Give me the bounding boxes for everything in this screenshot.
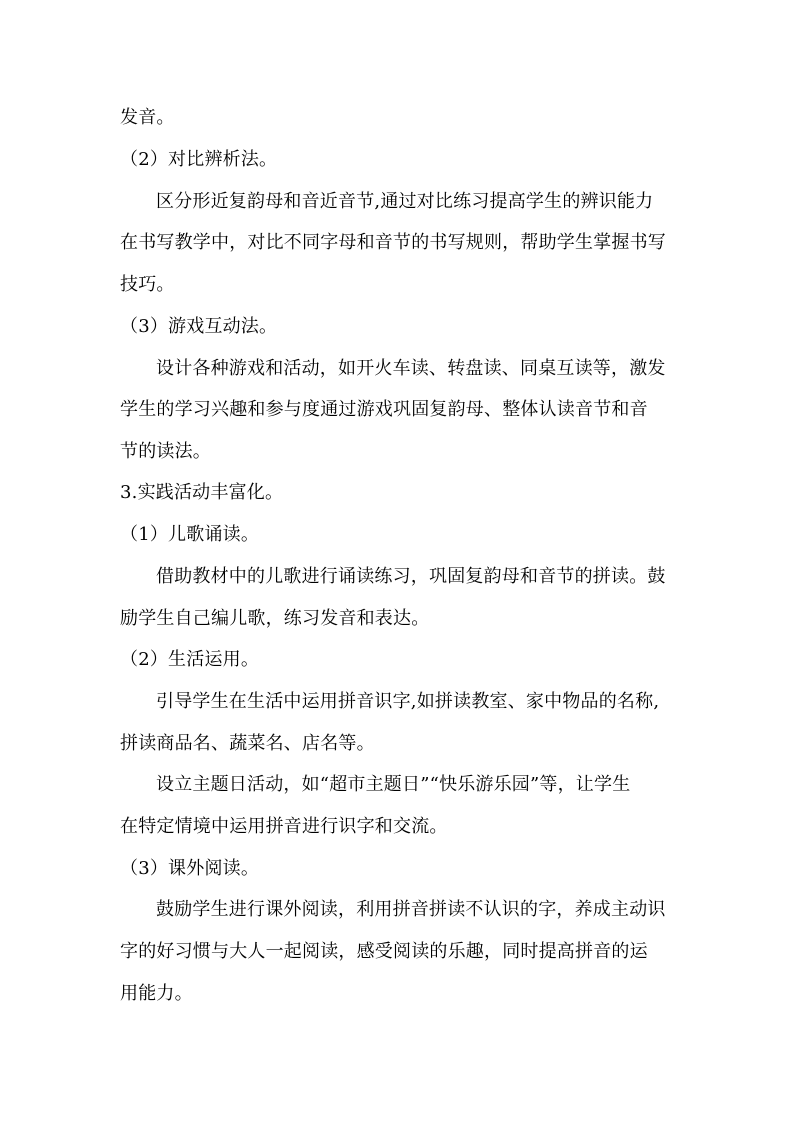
paragraph-line: 技巧。 <box>120 274 175 295</box>
paragraph-line: 在书写教学中，对比不同字母和音节的书写规则，帮助学生掌握书写 <box>120 232 666 253</box>
section-heading: （2）对比辨析法。 <box>120 149 278 170</box>
paragraph-line: 发音。 <box>120 107 175 128</box>
paragraph-line: 设立主题日活动，如“超市主题日”“快乐游乐园”等，让学生 <box>156 774 631 795</box>
section-heading: （3）游戏互动法。 <box>120 316 278 337</box>
paragraph-line: 设计各种游戏和活动，如开火车读、转盘读、同桌互读等，激发 <box>156 358 666 379</box>
paragraph-line: 节的读法。 <box>120 441 211 462</box>
paragraph-line: 引导学生在生活中运用拼音识字,如拼读教室、家中物品的名称, <box>156 691 660 712</box>
section-heading: （3）课外阅读。 <box>120 858 260 879</box>
paragraph-line: 区分形近复韵母和音近音节,通过对比练习提高学生的辨识能力 <box>156 191 654 212</box>
paragraph-line: 借助教材中的儿歌进行诵读练习，巩固复韵母和音节的拼读。鼓 <box>156 566 666 587</box>
section-heading: （2）生活运用。 <box>120 649 260 670</box>
paragraph-line: 学生的学习兴趣和参与度通过游戏巩固复韵母、整体认读音节和音 <box>120 399 648 420</box>
paragraph-line: 用能力。 <box>120 983 193 1004</box>
section-heading: （1）儿歌诵读。 <box>120 524 260 545</box>
paragraph-line: 在特定情境中运用拼音进行识字和交流。 <box>120 816 448 837</box>
paragraph-line: 字的好习惯与大人一起阅读，感受阅读的乐趣，同时提高拼音的运 <box>120 941 648 962</box>
paragraph-line: 励学生自己编儿歌，练习发音和表达。 <box>120 608 430 629</box>
paragraph-line: 拼读商品名、蔬菜名、店名等。 <box>120 733 375 754</box>
section-heading: 3.实践活动丰富化。 <box>120 482 284 503</box>
paragraph-line: 鼓励学生进行课外阅读，利用拼音拼读不认识的字，养成主动识 <box>156 899 666 920</box>
